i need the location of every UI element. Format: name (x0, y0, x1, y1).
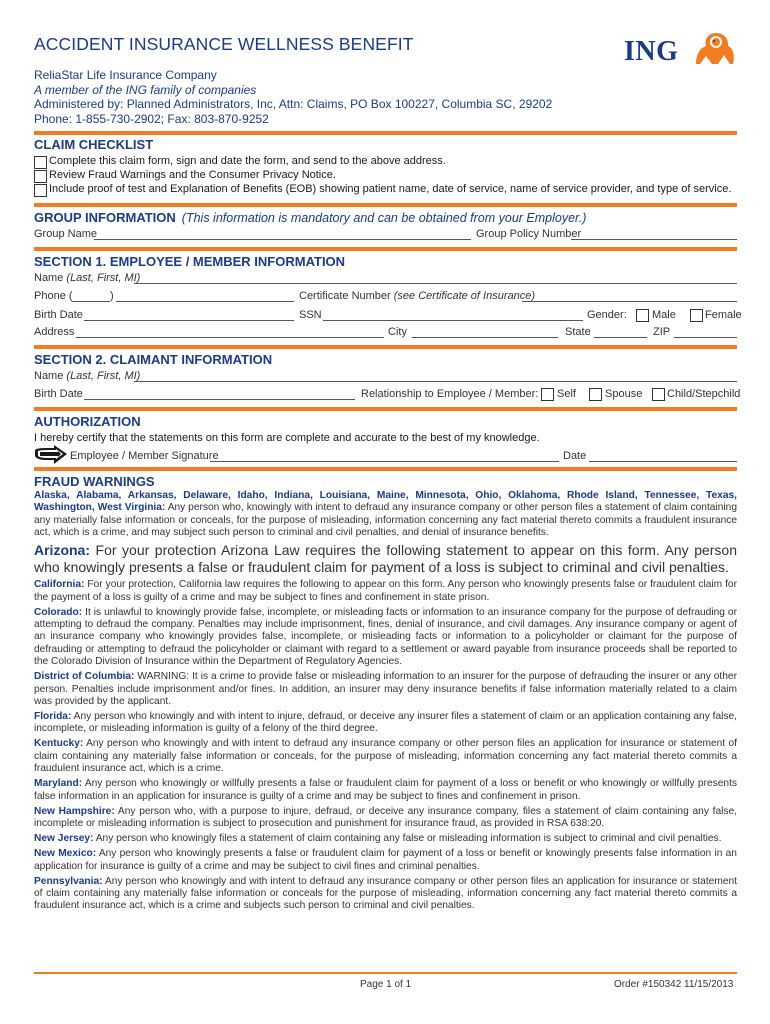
fraud-paragraph: New Mexico: Any person who knowingly presents a false or fraudulent claim for payment of a loss or benefit or knowingly presents false information in an application for insurance is guilty of a crime and may be subject to civil fines and criminal penalties. (34, 848, 737, 872)
fraud-paragraph: Florida: Any person who knowingly and with intent to injure, defraud, or deceive any insurer files a statement of claim or an application containing any false, incomplete, or misleading information is guilty of a felony of the third degree. (34, 711, 737, 735)
signature-row (34, 450, 737, 464)
child-checkbox[interactable] (652, 388, 665, 401)
group-row (34, 228, 737, 242)
section-divider (34, 407, 737, 411)
claimant-birth-row (34, 388, 741, 402)
lion-icon (692, 30, 736, 66)
spouse-checkbox[interactable] (589, 388, 602, 401)
signature-label: Employee / Member Signature (70, 450, 219, 462)
self-label: Self (557, 388, 576, 400)
claimant-name-label: Name (Last, First, MI) (34, 370, 141, 382)
company-administered: Administered by: Planned Administrators, Inc, Attn: Claims, PO Box 100227, Columbia SC, 29202 (34, 97, 553, 111)
birth-date-field[interactable] (84, 320, 294, 321)
section1-heading: SECTION 1. EMPLOYEE / MEMBER INFORMATION (34, 254, 346, 269)
signature-date-field[interactable] (589, 461, 737, 462)
employee-phone-row (34, 290, 737, 304)
phone-area-code-field[interactable] (72, 301, 110, 302)
male-label: Male (652, 309, 676, 321)
zip-label: ZIP (653, 326, 671, 338)
group-heading-text: GROUP INFORMATION (34, 210, 176, 225)
address-label: Address (34, 326, 75, 338)
phone-label: Phone ( (34, 290, 73, 302)
state-label: State (565, 326, 591, 338)
female-checkbox[interactable] (690, 309, 703, 322)
checklist-item (34, 183, 737, 197)
checklist-item-text: Complete this claim form, sign and date the form, and send to the above address. (49, 155, 446, 167)
checklist-heading: CLAIM CHECKLIST (34, 137, 154, 152)
male-checkbox[interactable] (636, 309, 649, 322)
checklist-item (34, 169, 737, 183)
city-field[interactable] (412, 337, 558, 338)
checklist-item-text: Include proof of test and Explanation of Benefits (EOB) showing patient name, date of service, name of service provider, and type of service. (49, 183, 732, 195)
fraud-paragraph: Alaska, Alabama, Arkansas, Delaware, Idaho, Indiana, Louisiana, Maine, Minnesota, Ohio, Oklahoma, Rhode Island, Tennessee, Texas, Washington, West Virginia: Any person who, knowingly with intent to defraud any insurance company or other person files a statement of claim containing any materially false information or conceals, for the purpose of misleading, information concerning any fact material thereto commits a fraudulent insurance act, which is a crime, and may subject such person to criminal and civil penalties, and denial of insurance benefits. (34, 490, 737, 539)
employee-name-row (34, 272, 737, 286)
section-divider (34, 131, 737, 135)
employee-birth-row (34, 309, 742, 323)
company-info (34, 68, 552, 126)
section-divider (34, 203, 737, 207)
self-checkbox[interactable] (541, 388, 554, 401)
fraud-paragraph: Colorado: It is unlawful to knowingly provide false, incomplete, or misleading facts or information to an insurance company for the purpose of defrauding or attempting to defraud the company. Penalties may include imprisonment, fines, denial of insurance, and civil damages. Any insurance company or agent of an insurance company who knowingly provides false, incomplete, or misleading facts or information to a policyholder or claimant for the purpose of defrauding or attempting to defraud the policyholder or claimant with regard to a settlement or award payable from insurance proceeds shall be reported to the Colorado Division of Insurance within the Department of Regulatory Agencies. (34, 606, 737, 668)
company-phone: Phone: 1-855-730-2902; Fax: 803-870-9252 (34, 111, 269, 126)
group-name-field[interactable] (94, 239, 471, 240)
group-note: (This information is mandatory and can be obtained from your Employer.) (181, 211, 587, 225)
section2-heading: SECTION 2. CLAIMANT INFORMATION (34, 352, 273, 367)
checklist-checkbox[interactable] (34, 170, 47, 183)
zip-field[interactable] (674, 337, 737, 338)
claimant-birth-date-label: Birth Date (34, 388, 83, 400)
checklist-checkbox[interactable] (34, 156, 47, 169)
gender-label: Gender: (587, 309, 627, 321)
phone-number-field[interactable] (116, 301, 294, 302)
section-divider (34, 467, 737, 471)
relationship-label: Relationship to Employee / Member: (361, 388, 539, 400)
employee-name-label: Name (Last, First, MI) (34, 272, 141, 284)
claimant-name-field[interactable] (134, 381, 737, 382)
company-name: ReliaStar Life Insurance Company (34, 68, 217, 82)
fraud-paragraph: California: For your protection, California law requires the following to appear on this form. Any person who knowingly presents false or fraudulent claim for the payment of a loss is guilty of a crime and may be subject to fines and confinement in state prison. (34, 579, 737, 603)
employee-address-row (34, 326, 737, 340)
address-field[interactable] (76, 337, 384, 338)
fraud-heading: FRAUD WARNINGS (34, 474, 155, 489)
claimant-birth-date-field[interactable] (84, 399, 355, 400)
fraud-paragraph: District of Columbia: WARNING: It is a crime to provide false or misleading information to an insurer for the purpose of defrauding the insurer or any other person. Penalties include imprisonment and/or fines. In addition, an insurer may deny insurance benefits if false information materially related to a claim was provided by the applicant. (34, 671, 737, 708)
state-field[interactable] (594, 337, 647, 338)
spouse-label: Spouse (605, 388, 643, 400)
page-number: Page 1 of 1 (360, 979, 412, 990)
fraud-paragraph: Kentucky: Any person who knowingly and with intent to defraud any insurance company or other person files an application for insurance or statement of claim containing any materially false information or conceals, for the purpose of misleading, information concerning any fact material thereto commits a fraudulent insurance act, which is a crime. (34, 738, 737, 775)
employee-name-field[interactable] (134, 283, 737, 284)
ssn-label: SSN (299, 309, 322, 321)
footer-divider (34, 972, 737, 974)
certificate-number-label: Certificate Number (see Certificate of Insurance) (299, 290, 535, 302)
group-policy-number-label: Group Policy Number (476, 228, 582, 240)
fraud-paragraph: New Hampshire: Any person who, with a purpose to injure, defraud, or deceive any insurance company, files a statement of claim containing any false, incomplete or misleading information is subject to prosecution and punishment for insurance fraud, as provided in RSA 638:20. (34, 805, 737, 830)
signature-date-label: Date (563, 450, 587, 462)
form-title: ACCIDENT INSURANCE WELLNESS BENEFIT (34, 34, 414, 54)
child-label: Child/Stepchild (667, 388, 741, 400)
checklist-item-text: Review Fraud Warnings and the Consumer Privacy Notice. (49, 169, 336, 181)
female-label: Female (705, 309, 742, 321)
checklist-checkbox[interactable] (34, 184, 47, 197)
fraud-paragraph: Maryland: Any person who knowingly or willfully presents a false or fraudulent claim for payment of a loss or benefit or who knowingly or willfully presents false information in an application for insurance is guilty of a crime and may be subject to fines and confinement in prison. (34, 778, 737, 802)
fraud-paragraph: New Jersey: Any person who knowingly files a statement of claim containing any false or misleading information is subject to criminal and civil penalties. (34, 833, 722, 845)
order-number: Order #150342 11/15/2013 (614, 979, 734, 990)
birth-date-label: Birth Date (34, 309, 83, 321)
fraud-warnings-text (34, 490, 737, 915)
company-member: A member of the ING family of companies (34, 82, 257, 97)
section-divider (34, 345, 737, 349)
group-policy-number-field[interactable] (571, 239, 737, 240)
city-label: City (388, 326, 407, 338)
authorization-statement: I hereby certify that the statements on this form are complete and accurate to the best of my knowledge. (34, 432, 540, 444)
phone-close-paren: ) (110, 290, 114, 302)
fraud-paragraph: Pennsylvania: Any person who knowingly and with intent to defraud any insurance company or other person files an application for insurance or statement of claim containing any materially false information or conceals for the purpose of misleading, information concerning any fact material thereto commits a fraudulent insurance act, which is a crime and subjects such person to criminal and civil penalties. (34, 875, 737, 912)
certificate-number-field[interactable] (522, 301, 737, 302)
group-name-label: Group Name (34, 228, 97, 240)
fraud-paragraph-arizona: Arizona: For your protection Arizona Law requires the following statement to appear on this form. Any person who knowingly presents a false or fraudulent claim for payment of a loss is subject to criminal and civil penalties. (34, 542, 737, 576)
ssn-field[interactable] (323, 320, 583, 321)
section-divider (34, 247, 737, 251)
ing-logo (624, 30, 738, 70)
group-heading (34, 210, 586, 225)
logo-text: ING (624, 36, 679, 67)
claimant-name-row (34, 370, 737, 384)
authorization-heading: AUTHORIZATION (34, 414, 141, 429)
signature-field[interactable] (210, 461, 559, 462)
checklist-item (34, 155, 737, 169)
